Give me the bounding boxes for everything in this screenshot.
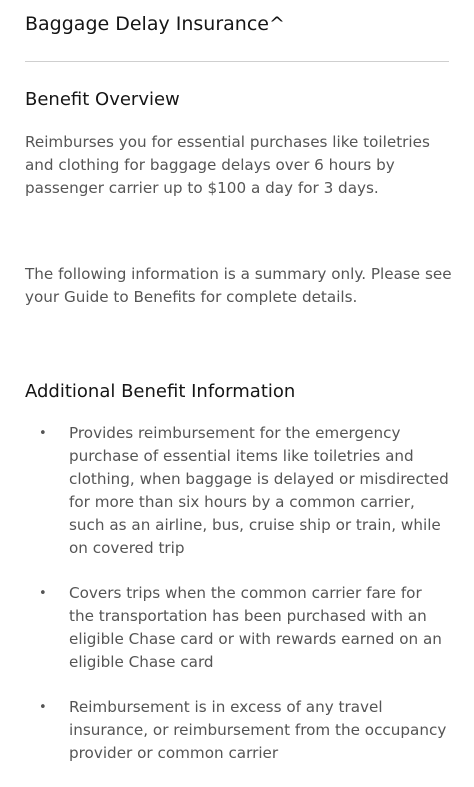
page-title: Baggage Delay Insurance^: [25, 13, 285, 35]
list-item-text: Covers trips when the common carrier fare for the transportation has been purchased with an eligible Chase card or with rewards earned on an eligible Chase card: [69, 584, 442, 671]
bullet-icon: •: [39, 426, 47, 441]
title-divider: [25, 61, 449, 62]
list-item: [0, 582, 474, 674]
additional-benefit-heading: Additional Benefit Information: [25, 381, 296, 402]
list-item: [0, 696, 474, 765]
benefit-overview-description: Reimburses you for essential purchases like toiletries and clothing for baggage delays over 6 hours by passenger carrier up to $100 a day for 3 days.: [25, 133, 430, 197]
benefit-overview-heading: Benefit Overview: [25, 89, 180, 110]
bullet-icon: •: [39, 700, 47, 715]
list-item-text: Reimbursement is in excess of any travel insurance, or reimbursement from the occupancy provider or common carrier: [69, 698, 447, 762]
additional-benefit-list: [0, 422, 474, 787]
bullet-icon: •: [39, 586, 47, 601]
list-item: [0, 422, 474, 560]
summary-disclaimer: The following information is a summary only. Please see your Guide to Benefits for complete details.: [25, 265, 452, 306]
list-item-text: Provides reimbursement for the emergency purchase of essential items like toiletries and clothing, when baggage is delayed or misdirected for more than six hours by a common carrier, such as an airline, bus, cruise ship or train, while on covered trip: [69, 424, 449, 557]
